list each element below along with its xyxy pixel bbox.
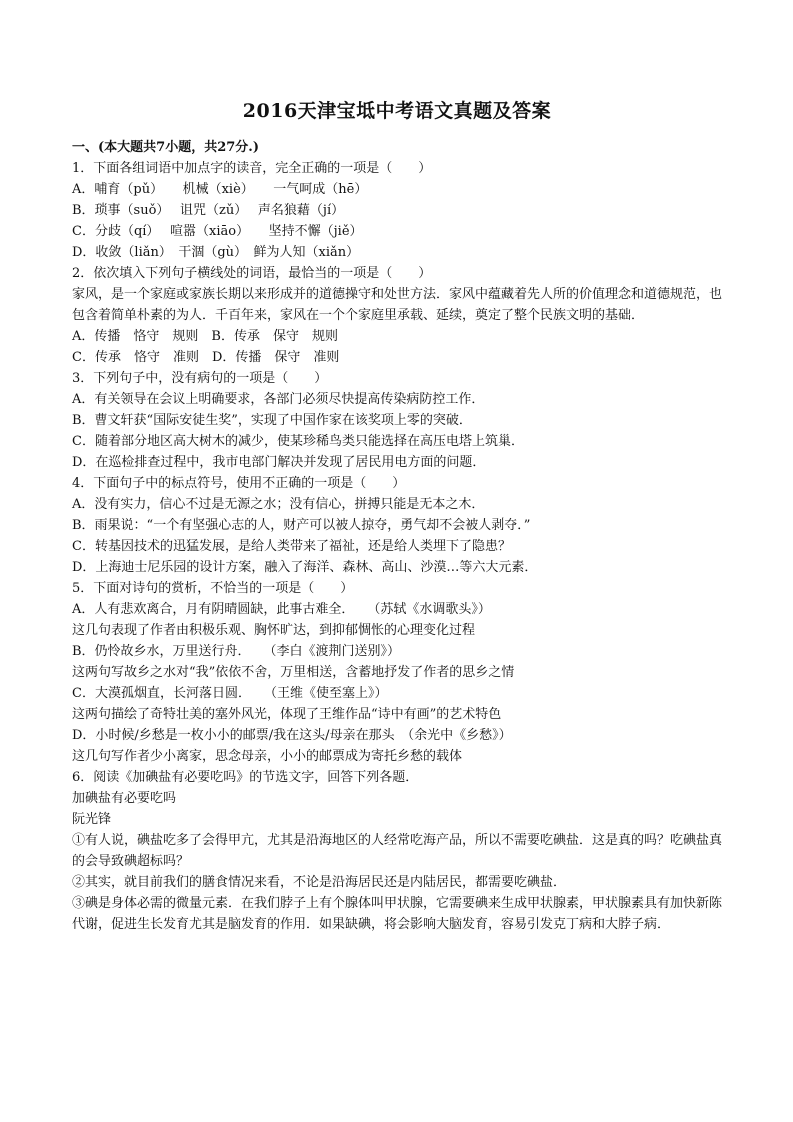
article-author: 阮光锋 <box>72 812 112 827</box>
question-2-passage: 家风，是一个家庭或家族长期以来形成并的道德操守和处世方法．家风中蕴藏着先人所的价值理念和道德规范，也包含着简单朴素的为人．千百年来，家风在一个个家庭里承载、延续，奠定了整个民族文明的基础． <box>72 287 723 323</box>
question-2-options-ab: A．传播 恪守 规则 B．传承 保守 规则 <box>72 329 338 344</box>
question-5-option-a-analysis: 这几句表现了作者由积极乐观、胸怀旷达，到抑郁惆怅的心理变化过程 <box>72 623 476 638</box>
section-heading: 一、(本大题共7小题，共27分.) <box>72 140 259 155</box>
question-2-stem: 2．依次填入下列句子横线处的词语，最恰当的一项是（ ） <box>72 266 432 281</box>
question-5-option-c: C．大漠孤烟直，长河落日圆． （王维《使至塞上》） <box>72 686 388 701</box>
question-5-option-b-analysis: 这两句写故乡之水对“我”依依不舍，万里相送，含蓄地抒发了作者的思乡之情 <box>72 665 515 680</box>
question-5-option-a: A．人有悲欢离合，月有阴晴圆缺，此事古难全． （苏轼《水调歌头》） <box>72 602 491 617</box>
article-paragraph-3: ③碘是身体必需的微量元素．在我们脖子上有个腺体叫甲状腺，它需要碘来生成甲状腺素，甲状腺素具有加快新陈代谢，促进生长发育尤其是脑发育的作用．如果缺碘，将会影响大脑发育，容易引发克丁病和大脖子病． <box>72 896 723 932</box>
article-title: 加碘盐有必要吃吗 <box>72 791 177 806</box>
question-5-option-b: B．仍怜故乡水，万里送行舟． （李白《渡荆门送别》） <box>72 644 401 659</box>
document-title: 2016天津宝坻中考语文真题及答案 <box>242 100 552 122</box>
question-5-stem: 5．下面对诗句的赏析，不恰当的一项是（ ） <box>72 581 354 596</box>
question-6-stem: 6．阅读《加碘盐有必要吃吗》的节选文字，回答下列各题． <box>72 770 419 785</box>
question-3-option-c: C．随着部分地区高大树木的减少，使某珍稀鸟类只能选择在高压电塔上筑巢． <box>72 434 524 449</box>
question-1-option-c: C．分歧（qí） 喧嚣（xiāo） 坚持不懈（jiě） <box>72 224 363 239</box>
question-5-option-d: D．小时候/乡愁是一枚小小的邮票/我在这头/母亲在那头 （余光中《乡愁》） <box>72 728 512 743</box>
question-3-option-a: A．有关领导在会议上明确要求，各部门必须尽快提高传染病防控工作． <box>72 392 485 407</box>
article-paragraph-2: ②其实，就目前我们的膳食情况来看，不论是沿海居民还是内陆居民，都需要吃碘盐． <box>72 875 567 890</box>
question-3-option-d: D．在巡检排查过程中，我市电部门解决并发现了居民用电方面的问题． <box>72 455 486 470</box>
question-1-option-b: B．琐事（suǒ） 诅咒（zǔ） 声名狼藉（jí） <box>72 203 345 218</box>
question-1-option-d: D．收敛（liǎn） 干涸（gù） 鲜为人知（xiǎn） <box>72 245 360 260</box>
question-4-stem: 4．下面句子中的标点符号，使用不正确的一项是（ ） <box>72 476 406 491</box>
question-2-options-cd: C．传承 恪守 准则 D．传播 保守 准则 <box>72 350 340 365</box>
exam-document <box>72 96 722 935</box>
question-5-option-c-analysis: 这两句描绘了奇特壮美的塞外风光，体现了王维作品“诗中有画”的艺术特色 <box>72 707 502 722</box>
question-4-option-b: B．雨果说：“一个有坚强心志的人，财产可以被人掠夺，勇气却不会被人剥夺．” <box>72 518 531 533</box>
question-3-stem: 3．下列句子中，没有病句的一项是（ ） <box>72 371 328 386</box>
question-5-option-d-analysis: 这几句写作者少小离家，思念母亲，小小的邮票成为寄托乡愁的载体 <box>72 749 463 764</box>
question-4-option-a: A．没有实力，信心不过是无源之水；没有信心，拼搏只能是无本之木． <box>72 497 485 512</box>
question-1-stem: 1．下面各组词语中加点字的读音，完全正确的一项是（ ） <box>72 161 432 176</box>
question-1-option-a: A．哺育（pǔ） 机械（xiè） 一气呵成（hē） <box>72 182 368 197</box>
question-4-option-c: C．转基因技术的迅猛发展，是给人类带来了福祉，还是给人类埋下了隐患？ <box>72 539 511 554</box>
question-4-option-d: D．上海迪士尼乐园的设计方案，融入了海洋、森林、高山、沙漠…等六大元素． <box>72 560 538 575</box>
article-paragraph-1: ①有人说，碘盐吃多了会得甲亢，尤其是沿海地区的人经常吃海产品，所以不需要吃碘盐．这是真的吗？吃碘盐真的会导致碘超标吗？ <box>72 833 723 869</box>
question-3-option-b: B．曹文轩获“国际安徒生奖”，实现了中国作家在该奖项上零的突破． <box>72 413 472 428</box>
